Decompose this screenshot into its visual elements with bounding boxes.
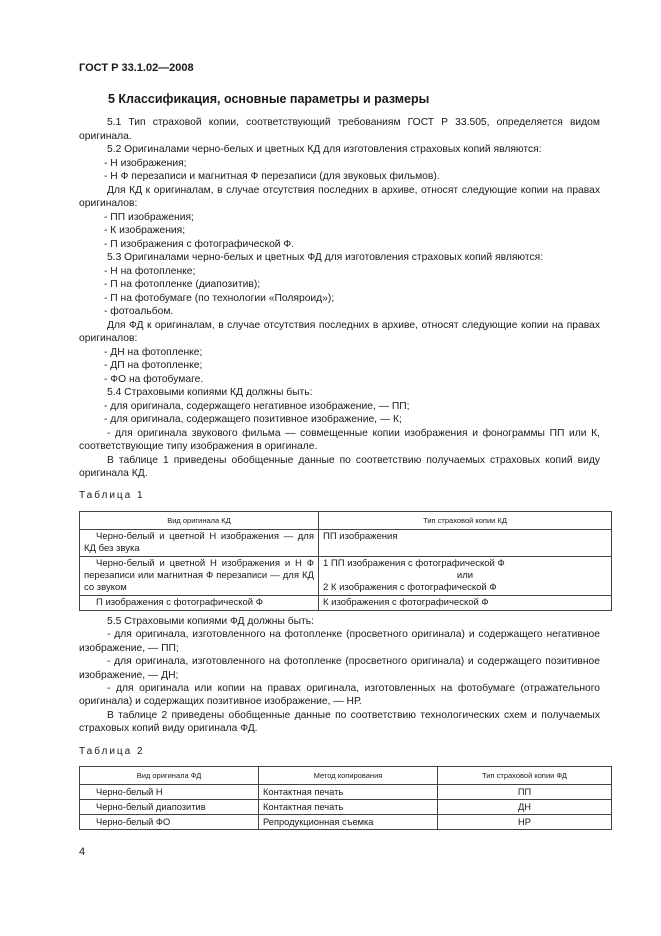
list-item: - Н изображения; bbox=[104, 157, 187, 169]
page-number: 4 bbox=[79, 846, 86, 858]
list-item: - ДП на фотопленке; bbox=[104, 360, 203, 371]
paragraph: В таблице 2 приведены обобщенные данные по соответствию технологических схем и получаемых страховых копий виду оригинала ФД. bbox=[79, 709, 600, 735]
paragraph: 5.5 Страховыми копиями ФД должны быть: bbox=[107, 616, 314, 627]
page-header: ГОСТ Р 33.1.02—2008 bbox=[79, 62, 194, 74]
paragraph: 5.4 Страховыми копиями КД должны быть: bbox=[107, 387, 313, 398]
paragraph: 5.2 Оригиналами черно-белых и цветных КД для изготовления страховых копий являются: bbox=[107, 144, 542, 155]
cell-line: 2 К изображения с фотографической Ф bbox=[323, 582, 497, 593]
list-item: - К изображения; bbox=[104, 225, 186, 236]
list-item: - для оригинала, содержащего позитивное изображение, — К; bbox=[104, 414, 402, 425]
list-item: - для оригинала звукового фильма — совмещенные копии изображения и фонограммы ПП или К, соответствующие типу изображения в оригинале. bbox=[79, 427, 600, 452]
list-item: - фотоальбом. bbox=[104, 306, 174, 317]
table-cell: К изображения с фотографической Ф bbox=[319, 596, 612, 611]
table2 bbox=[79, 766, 612, 830]
table-header-row bbox=[80, 767, 612, 785]
table-header-cell: Тип страховой копии КД bbox=[319, 512, 612, 530]
table-cell: П изображения с фотографической Ф bbox=[80, 596, 319, 611]
table2-caption: Таблица 2 bbox=[79, 746, 145, 757]
table-row bbox=[80, 557, 612, 596]
table-cell: НР bbox=[438, 815, 612, 830]
table-row bbox=[80, 530, 612, 557]
table-cell: Черно-белый Н bbox=[80, 785, 259, 800]
table1 bbox=[79, 511, 612, 611]
list-item: - П на фотопленке (диапозитив); bbox=[104, 279, 261, 290]
table-cell: ПП bbox=[438, 785, 612, 800]
list-item: - для оригинала, изготовленного на фотопленке (просветного оригинала) и содержащего позитивное изображение, — ДН; bbox=[79, 656, 600, 681]
table-row bbox=[80, 800, 612, 815]
section-body bbox=[79, 116, 600, 481]
table-cell: Контактная печать bbox=[259, 800, 438, 815]
table-row bbox=[80, 785, 612, 800]
list-item: - для оригинала или копии на правах оригинала, изготовленных на фотобумаге (отражательного оригинала) и содержащих позитивное изображение, — НР. bbox=[79, 683, 600, 708]
table-cell: Контактная печать bbox=[259, 785, 438, 800]
table-cell: ДН bbox=[438, 800, 612, 815]
list-item: - ПП изображения; bbox=[104, 211, 194, 223]
section-body-2 bbox=[79, 615, 600, 736]
table-row bbox=[80, 596, 612, 611]
table-header-cell: Вид оригинала КД bbox=[80, 512, 319, 530]
list-item: - для оригинала, содержащего негативное изображение, — ПП; bbox=[104, 400, 410, 412]
paragraph: 5.3 Оригиналами черно-белых и цветных ФД для изготовления страховых копий являются: bbox=[107, 252, 544, 263]
section-title: 5 Классификация, основные параметры и размеры bbox=[108, 92, 430, 106]
list-item: - П изображения с фотографической Ф. bbox=[104, 238, 295, 250]
table-cell: Черно-белый и цветной Н изображения и Н Ф перезаписи или магнитная Ф перезаписи — для КД со звуком bbox=[80, 557, 319, 596]
table-row bbox=[80, 815, 612, 830]
table-cell: ПП изображения bbox=[319, 530, 612, 557]
table-header-cell: Вид оригинала ФД bbox=[80, 767, 259, 785]
table-cell bbox=[319, 557, 612, 596]
list-item: - Н Ф перезаписи и магнитная Ф перезаписи (для звуковых фильмов). bbox=[104, 171, 440, 182]
list-item: - ФО на фотобумаге. bbox=[104, 373, 204, 385]
list-item: - ДН на фотопленке; bbox=[104, 346, 203, 358]
table-cell: Черно-белый ФО bbox=[80, 815, 259, 830]
table-header-cell: Метод копирования bbox=[259, 767, 438, 785]
table-cell: Черно-белый и цветной Н изображения — для КД без звука bbox=[80, 530, 319, 557]
list-item: - П на фотобумаге (по технологии «Поляроид»); bbox=[104, 292, 335, 304]
table-header-row bbox=[80, 512, 612, 530]
table-header-cell: Тип страховой копии ФД bbox=[438, 767, 612, 785]
cell-line: или bbox=[456, 570, 474, 581]
list-item: - для оригинала, изготовленного на фотопленке (просветного оригинала) и содержащего негативное изображение, — ПП; bbox=[79, 629, 600, 654]
paragraph: Для ФД к оригиналам, в случае отсутствия последних в архиве, относят следующие копии на правах оригиналов: bbox=[79, 319, 600, 344]
cell-line: 1 ПП изображения с фотографической Ф bbox=[323, 558, 505, 569]
table-cell: Черно-белый диапозитив bbox=[80, 800, 259, 815]
list-item: - Н на фотопленке; bbox=[104, 265, 196, 277]
paragraph: 5.1 Тип страховой копии, соответствующий требованиям ГОСТ Р 33.505, определяется видом оригинала. bbox=[79, 117, 600, 142]
table1-caption: Таблица 1 bbox=[79, 490, 145, 501]
table-cell: Репродукционная съемка bbox=[259, 815, 438, 830]
paragraph: Для КД к оригиналам, в случае отсутствия последних в архиве, относят следующие копии на правах оригиналов: bbox=[79, 184, 600, 209]
paragraph: В таблице 1 приведены обобщенные данные по соответствию получаемых страховых копий виду оригинала КД. bbox=[79, 454, 600, 479]
